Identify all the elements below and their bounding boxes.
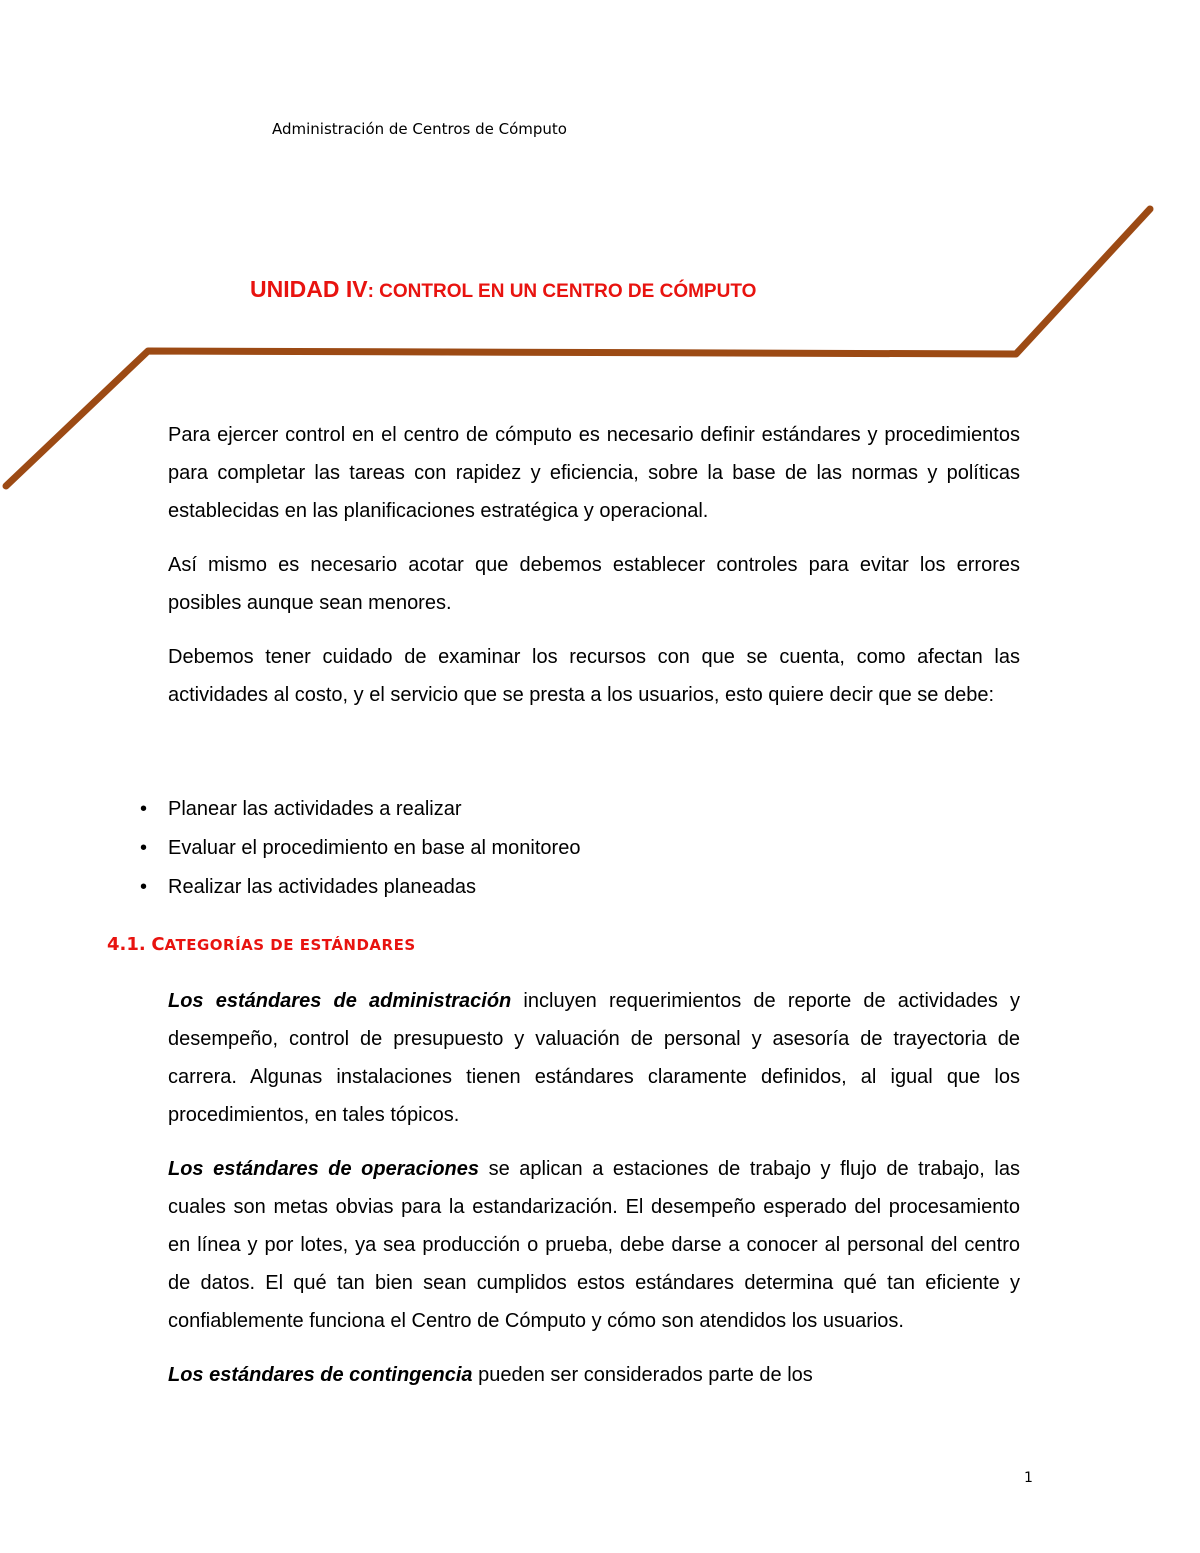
list-item: • Planear las actividades a realizar: [140, 790, 580, 829]
paragraph-text: pueden ser considerados parte de los: [472, 1364, 813, 1386]
emphasis: Los estándares de contingencia: [168, 1364, 473, 1386]
section-first-letter: C: [151, 934, 165, 955]
section-heading: [107, 934, 416, 955]
unit-title-prefix: UNIDAD IV: [250, 276, 368, 302]
standards-paragraphs: [168, 982, 1020, 1410]
emphasis: Los estándares de operaciones: [168, 1158, 480, 1180]
unit-title: [250, 276, 950, 303]
paragraph: Para ejercer control en el centro de cómputo es necesario definir estándares y procedimientos para completar las tareas con rapidez y eficiencia, sobre la base de las normas y políticas establecidas en las planificaciones estratégica y operacional.: [168, 424, 1020, 522]
intro-paragraphs: [168, 416, 1020, 730]
paragraph: [168, 1356, 1020, 1394]
unit-title-separator: :: [367, 281, 380, 302]
paragraph: [168, 1150, 1020, 1340]
paragraph: Debemos tener cuidado de examinar los recursos con que se cuenta, como afectan las actividades al costo, y el servicio que se presta a los usuarios, esto quiere decir que se debe:: [168, 646, 1020, 706]
list-item: • Realizar las actividades planeadas: [140, 868, 580, 907]
paragraph-text: incluyen requerimientos de reporte de actividades y desempeño, control de presupuesto y valuación de personal y asesoría de trayectoria de carrera. Algunas instalaciones tienen estándares claramente definidos, al igual que los procedimientos, en tales tópicos.: [168, 990, 1021, 1126]
running-header: Administración de Centros de Cómputo: [272, 120, 567, 138]
bullet-list: [140, 790, 580, 907]
section-title: ATEGORÍAS DE ESTÁNDARES: [164, 936, 416, 954]
paragraph: [168, 982, 1020, 1134]
emphasis: Los estándares de administración: [168, 990, 512, 1012]
page-number: 1: [1024, 1470, 1033, 1486]
section-number: 4.1.: [107, 934, 146, 955]
unit-title-rest: CONTROL EN UN CENTRO DE CÓMPUTO: [379, 281, 757, 302]
paragraph: Así mismo es necesario acotar que debemos establecer controles para evitar los errores posibles aunque sean menores.: [168, 554, 1020, 614]
paragraph-text: se aplican a estaciones de trabajo y flujo de trabajo, las cuales son metas obvias para la estandarización. El desempeño esperado del procesamiento en línea y por lotes, ya sea producción o prueba, debe darse a conocer al personal del centro de datos. El qué tan bien sean cumplidos estos estándares determina qué tan eficiente y confiablemente funciona el Centro de Cómputo y cómo son atendidos los usuarios.: [168, 1158, 1020, 1332]
list-item: • Evaluar el procedimiento en base al monitoreo: [140, 829, 580, 868]
